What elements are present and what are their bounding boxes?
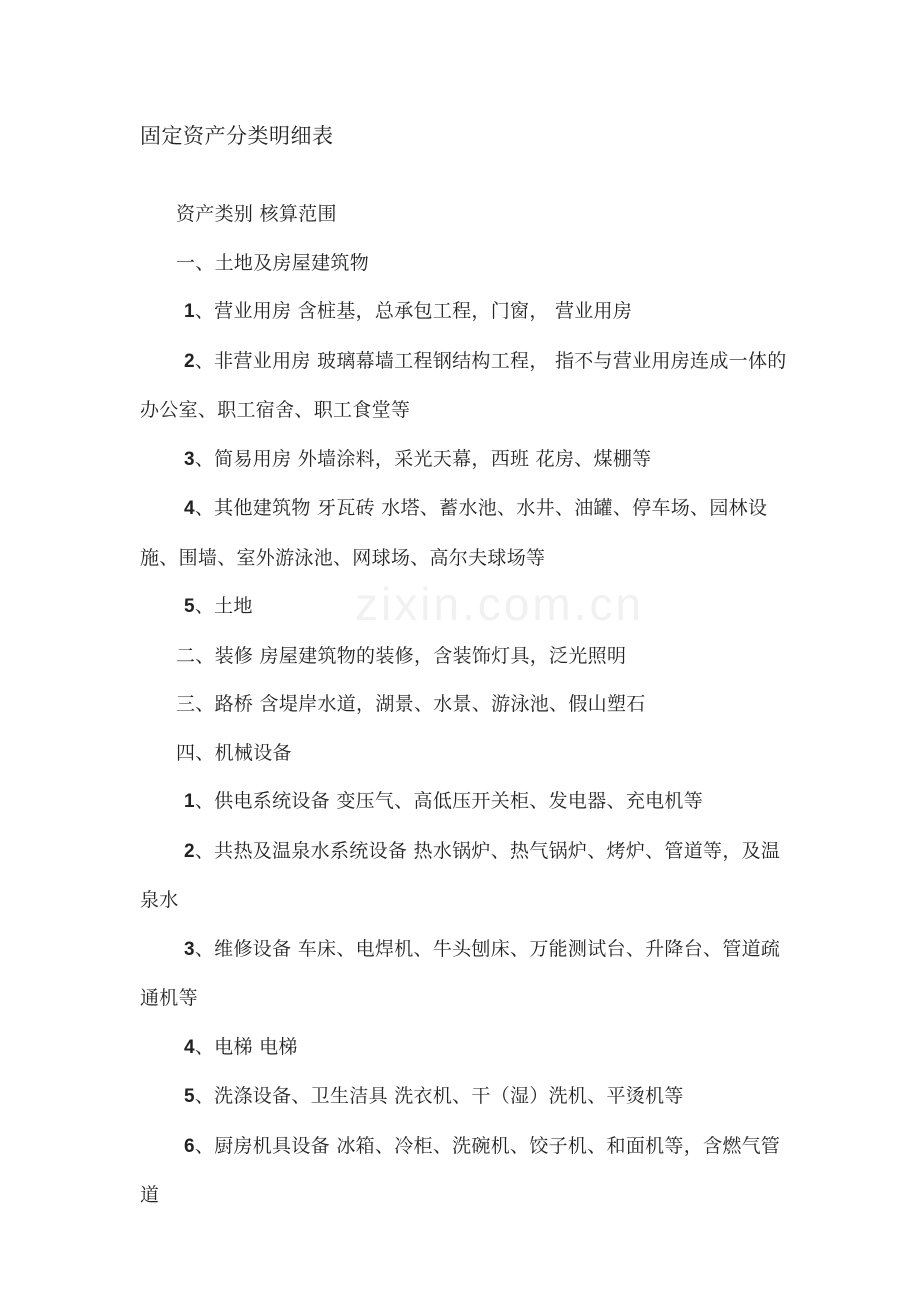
row-text: 、厨房机具设备 冰箱、冷柜、洗碗机、饺子机、和面机等，含燃气管道 [140, 1134, 781, 1206]
row-item [140, 827, 790, 925]
row-text: 一、土地及房屋建筑物 [176, 251, 370, 274]
row-text: 、供电系统设备 变压气、高低压开关柜、发电器、充电机等 [194, 790, 704, 812]
row-text: 、电梯 电梯 [194, 1035, 298, 1058]
row-number: 5 [184, 1086, 195, 1107]
row-number: 3 [184, 938, 195, 960]
row-item [140, 1122, 790, 1220]
row-section-4 [140, 729, 790, 778]
row-text: 、土地 [194, 595, 253, 617]
row-item [140, 1023, 790, 1073]
row-text: 资产类别 核算范围 [176, 203, 337, 225]
row-text: 、简易用房 外墙涂料，采光天幕，西班 花房、煤棚等 [194, 447, 652, 470]
row-text: 、维修设备 车床、电焊机、牛头刨床、万能测试台、升降台、管道疏通机等 [140, 937, 781, 1009]
row-item [140, 337, 790, 435]
document-page [140, 118, 790, 1220]
row-number: 4 [184, 1036, 195, 1058]
row-item [140, 777, 790, 827]
row-text: 、营业用房 含桩基，总承包工程，门窗， 营业用房 [194, 300, 633, 322]
row-number: 2 [184, 840, 195, 862]
row-number: 5 [184, 596, 195, 617]
row-item [140, 435, 790, 485]
row-item [140, 582, 790, 632]
row-number: 6 [184, 1135, 195, 1157]
row-text: 、洗涤设备、卫生洁具 洗衣机、干（湿）洗机、平烫机等 [194, 1085, 684, 1107]
row-item [140, 1072, 790, 1122]
row-text: 三、路桥 含堤岸水道，湖景、水景、游泳池、假山塑石 [176, 693, 646, 715]
row-number: 3 [184, 448, 195, 470]
row-header [140, 190, 790, 239]
row-number: 1 [184, 301, 195, 322]
row-number: 4 [184, 498, 195, 519]
row-number: 2 [184, 350, 195, 372]
row-section-3 [140, 680, 790, 729]
row-item [140, 925, 790, 1023]
row-text: 、共热及温泉水系统设备 热水锅炉、热气锅炉、烤炉、管道等，及温泉水 [140, 839, 781, 911]
row-section-2 [140, 632, 790, 681]
row-text: 、非营业用房 玻璃幕墙工程钢结构工程， 指不与营业用房连成一体的办公室、职工宿舍、职工食堂等 [140, 349, 787, 421]
row-number: 1 [184, 791, 195, 812]
row-text: 、其他建筑物 牙瓦砖 水塔、蓄水池、水井、油罐、停车场、园林设施、围墙、室外游泳池、网球场、高尔夫球场等 [140, 497, 768, 569]
watermark-text: zixin.com.cn [355, 578, 645, 630]
row-section-1 [140, 239, 790, 288]
row-item [140, 484, 790, 582]
row-text: 二、装修 房屋建筑物的装修，含装饰灯具，泛光照明 [176, 644, 627, 667]
row-item [140, 287, 790, 337]
row-text: 四、机械设备 [176, 741, 292, 764]
document-title: 固定资产分类明细表 [140, 124, 334, 148]
